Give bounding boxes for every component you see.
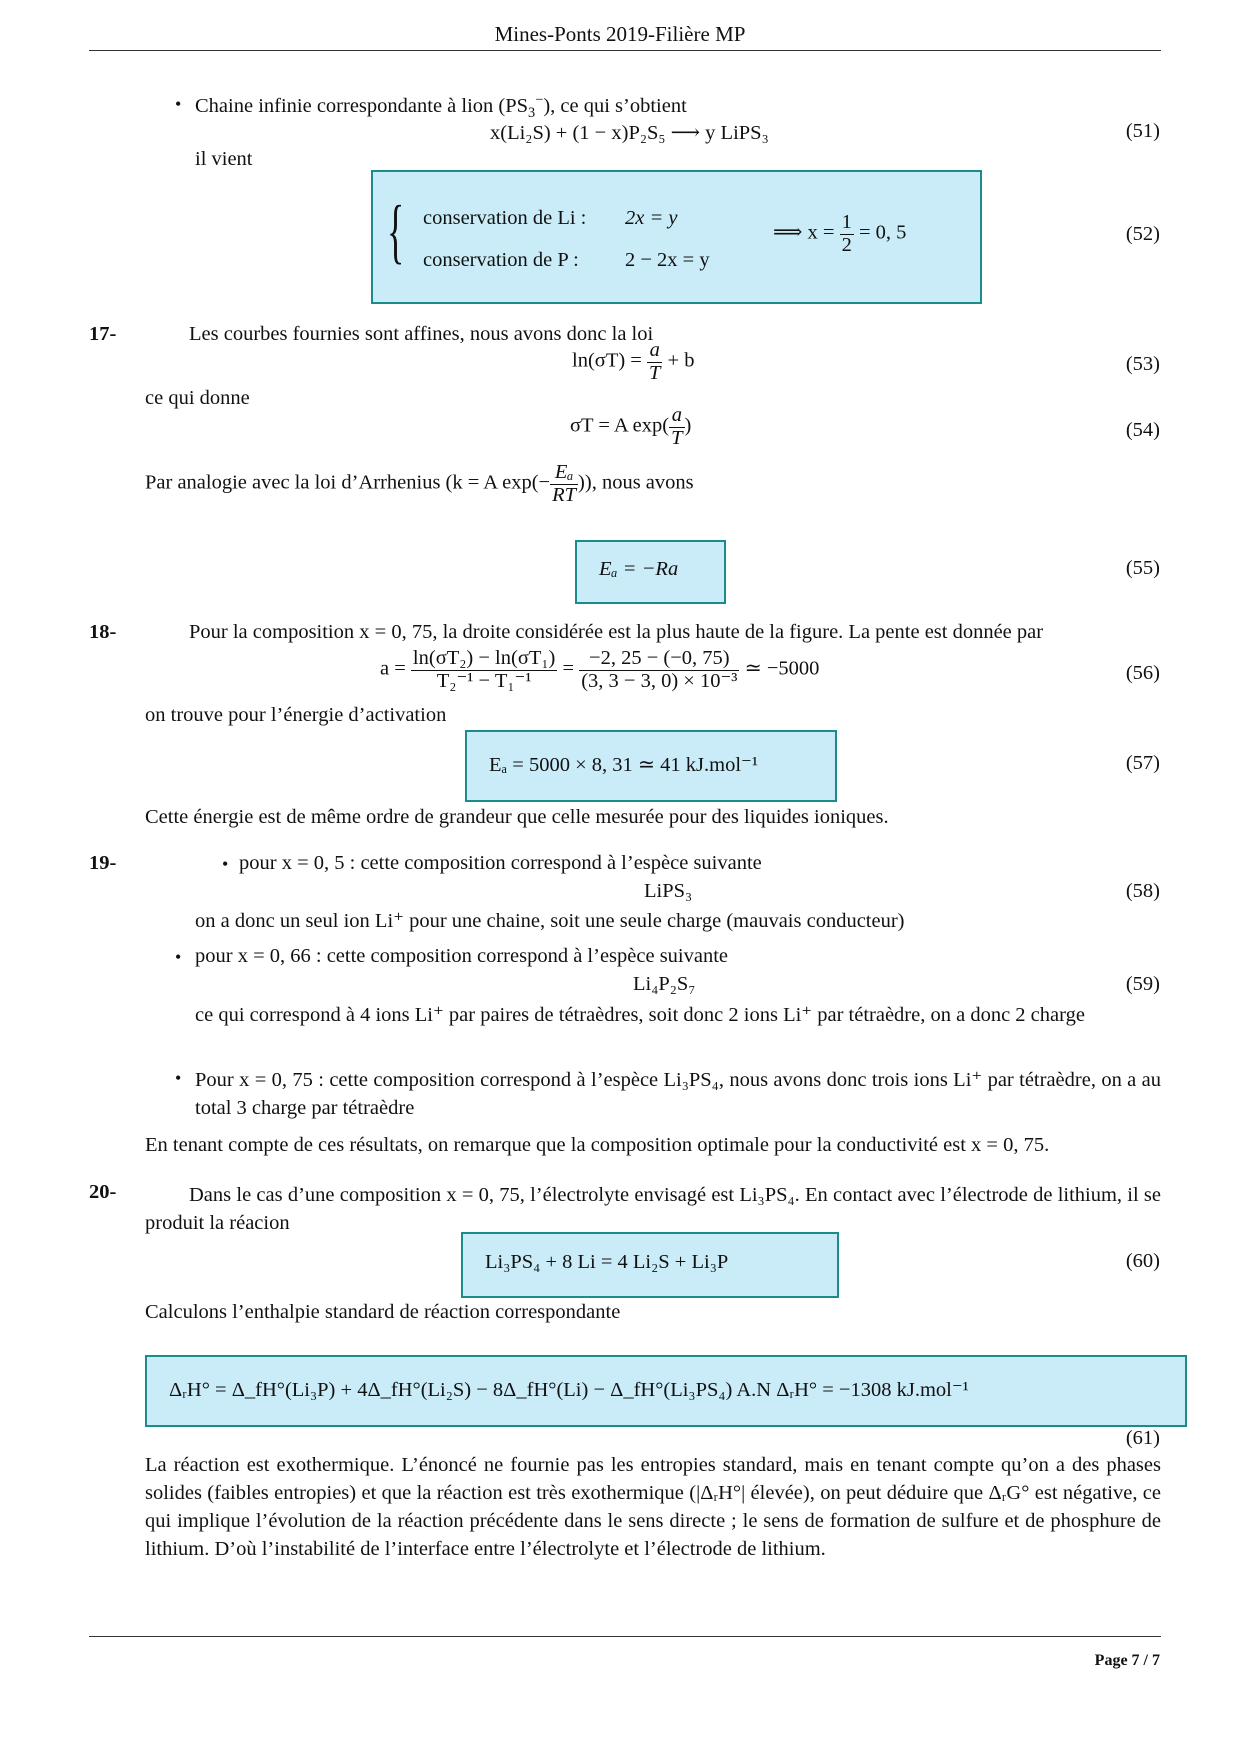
question-19-label: 19- — [89, 852, 117, 874]
q18-text: Pour la composition x = 0, 75, la droite considérée est la plus haute de la figure. La pente est donnée par — [189, 621, 1044, 643]
q19-bullet2-follow: ce qui correspond à 4 ions Li⁺ par paires de tétraèdres, soit donc 2 ions Li⁺ par tétraèdre, on a donc 2 charge — [195, 1004, 1085, 1026]
equation-number-59: (59) — [1125, 973, 1160, 995]
equation-number-54: (54) — [1125, 419, 1160, 441]
boxed-equation-60 — [461, 1232, 839, 1298]
bullet-icon: • — [175, 947, 182, 967]
q20-final-paragraph: La réaction est exothermique. L’énoncé ne fournie pas les entropies standard, mais en tenant compte qu’on a des phases solides (faibles entropies) et que la réaction est très exothermique (|ΔᵣH°| élevée), on peut déduire que ΔᵣG° est négative, ce qui implique l’évolution de la réaction précédente dans le sens directe ; le sens de formation de sulfure et de phosphure de lithium. D’où l’instabilité de l’interface entre l’électrolyte et l’électrode de lithium. — [145, 1454, 1161, 1560]
eq52-line1-label: conservation de Li : — [423, 207, 587, 229]
page-number: Page 7 / 7 — [1094, 1652, 1160, 1669]
bullet-icon: • — [175, 94, 182, 114]
equation-number-58: (58) — [1125, 880, 1160, 902]
q19-bullet1-follow: on a donc un seul ion Li⁺ pour une chaine, soit une seule charge (mauvais conducteur) — [195, 910, 905, 932]
equation-53: ln(σT) = $\frac{a}{T}$ + b — [572, 339, 695, 384]
q18-activation-text: on trouve pour l’énergie d’activation — [145, 704, 447, 726]
bullet-icon: • — [175, 1068, 182, 1088]
question-18-label: 18- — [89, 621, 117, 643]
eq55-text: Eₐ = −Ra — [599, 558, 679, 580]
equation-59: Li₄P₂S₇ — [633, 973, 696, 995]
equation-51: x(Li₂S) + (1 − x)P₂S₅ ⟶ y LiPS₃ — [490, 122, 769, 144]
bullet-top-text: Chaine infinie correspondante à lion $(PS_3^-)$, ce qui s’obtient — [195, 92, 687, 121]
eq52-line2-eq: 2 − 2x = y — [625, 249, 710, 271]
bullet-icon: • — [222, 854, 229, 874]
equation-54: σT = A exp( $\frac{a}{T}$ ) — [570, 404, 692, 449]
arrhenius-text: Par analogie avec la loi d’Arrhenius (k = A exp(− $\frac{\text{Eₐ}}{RT}$ )), nous avons — [145, 461, 694, 506]
question-20-label: 20- — [89, 1181, 117, 1203]
footer-rule — [89, 1636, 1161, 1637]
equation-number-55: (55) — [1125, 557, 1160, 579]
eq52-fraction: $\frac{1}{2}$ — [841, 211, 852, 256]
boxed-equation-55 — [575, 540, 726, 604]
eq60-text: Li₃PS₄ + 8 Li = 4 Li₂S + Li₃P — [485, 1251, 729, 1273]
equation-number-52: (52) — [1125, 223, 1160, 245]
q19-bullet3: Pour x = 0, 75 : cette composition correspond à l’espèce Li₃PS₄, nous avons donc trois ions Li⁺ par tétraèdre, on a au total 3 charge par tétraèdre — [195, 1069, 1161, 1119]
equation-number-57: (57) — [1125, 752, 1160, 774]
equation-number-61: (61) — [1125, 1427, 1160, 1449]
brace-icon: { — [387, 191, 405, 271]
equation-56: a = $\frac{\text{ln(σT₂) − ln(σT₁)}}{\text{T₂⁻¹ − T₁⁻¹}}$ = $\frac{-2, 25 - (-0, 75)}{\text{(3, 3 − 3, 0) × 10⁻³}}$ ≃ −5000 — [380, 647, 820, 692]
eq52-implies: ⟹ x = $\frac{1}{2}$ = 0, 5 — [773, 211, 907, 256]
q20-text: Dans le cas d’une composition x = 0, 75, l’électrolyte envisagé est Li₃PS₄. En contact avec l’électrode de lithium, il se produit la réacion — [145, 1184, 1161, 1234]
q19-bullet2: pour x = 0, 66 : cette composition correspond à l’espèce suivante — [195, 945, 729, 967]
boxed-equation-52 — [371, 170, 982, 304]
eq61-text: ΔᵣH° = Δ_fH°(Li₃P) + 4Δ_fH°(Li₂S) − 8Δ_fH°(Li) − Δ_fH°(Li₃PS₄) A.N ΔᵣH° = −1308 kJ.mol⁻¹ — [169, 1379, 969, 1401]
page-header: Mines-Ponts 2019-Filière MP — [494, 22, 746, 46]
q18-conclusion: Cette énergie est de même ordre de grandeur que celle mesurée pour des liquides ioniques. — [145, 806, 889, 828]
q17-text: Les courbes fournies sont affines, nous avons donc la loi — [189, 323, 654, 345]
equation-number-60: (60) — [1125, 1250, 1160, 1272]
eq52-line2-label: conservation de P : — [423, 249, 579, 271]
eq57-text: Eₐ = 5000 × 8, 31 ≃ 41 kJ.mol⁻¹ — [489, 754, 759, 776]
boxed-equation-57 — [465, 730, 837, 802]
header-rule — [89, 50, 1161, 51]
il-vient-text: il vient — [195, 148, 253, 170]
question-17-label: 17- — [89, 323, 117, 345]
q19-bullet1: pour x = 0, 5 : cette composition correspond à l’espèce suivante — [239, 852, 762, 874]
q19-conclusion: En tenant compte de ces résultats, on remarque que la composition optimale pour la conductivité est x = 0, 75. — [145, 1134, 1050, 1156]
eq52-line1-eq: 2x = y — [625, 207, 678, 229]
equation-number-56: (56) — [1125, 662, 1160, 684]
equation-number-51: (51) — [1125, 120, 1160, 142]
ce-qui-donne-text: ce qui donne — [145, 387, 250, 409]
equation-number-53: (53) — [1125, 353, 1160, 375]
equation-58: LiPS₃ — [644, 880, 693, 902]
boxed-equation-61 — [145, 1355, 1187, 1427]
q20-calc-text: Calculons l’enthalpie standard de réaction correspondante — [145, 1301, 621, 1323]
